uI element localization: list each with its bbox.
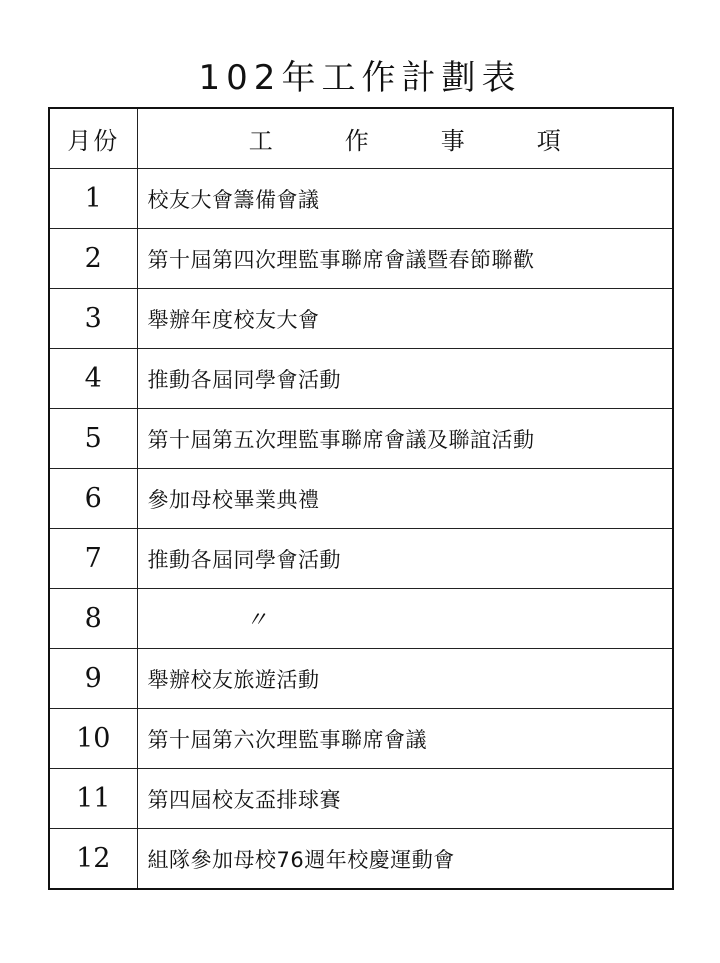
header-items-char: 事 (440, 127, 465, 155)
work-item-cell: 第十屆第四次理監事聯席會議暨春節聯歡 (137, 229, 673, 289)
month-cell: 11 (49, 769, 137, 829)
work-item-cell: 推動各屆同學會活動 (137, 349, 673, 409)
work-item-cell: 推動各屆同學會活動 (137, 529, 673, 589)
month-cell: 8 (49, 589, 137, 649)
page-title: 102年工作計劃表 (198, 58, 522, 98)
month-cell: 4 (49, 349, 137, 409)
month-cell: 12 (49, 829, 137, 890)
header-items-char: 作 (344, 127, 369, 155)
table-row (49, 349, 673, 409)
month-cell: 6 (49, 469, 137, 529)
work-plan-table (48, 107, 674, 890)
month-cell: 10 (49, 709, 137, 769)
month-cell: 9 (49, 649, 137, 709)
table-row (49, 829, 673, 890)
table-row (49, 649, 673, 709)
work-item-cell: 第十屆第六次理監事聯席會議 (137, 709, 673, 769)
work-item-cell: 第四屆校友盃排球賽 (137, 769, 673, 829)
table-row (49, 709, 673, 769)
month-cell: 3 (49, 289, 137, 349)
header-items-char: 工 (248, 127, 273, 155)
table-row (49, 409, 673, 469)
month-cell: 1 (49, 169, 137, 229)
header-items-char: 項 (536, 127, 561, 155)
table-row (49, 589, 673, 649)
work-item-cell: 舉辦年度校友大會 (137, 289, 673, 349)
table-row (49, 469, 673, 529)
work-item-cell: 參加母校畢業典禮 (137, 469, 673, 529)
work-item-cell: 舉辦校友旅遊活動 (137, 649, 673, 709)
month-cell: 2 (49, 229, 137, 289)
table-row (49, 229, 673, 289)
ditto-mark-cell: 〃 (137, 589, 673, 649)
work-item-cell: 校友大會籌備會議 (137, 169, 673, 229)
table-row (49, 529, 673, 589)
table-row (49, 289, 673, 349)
work-item-cell: 組隊參加母校76週年校慶運動會 (137, 829, 673, 890)
month-cell: 5 (49, 409, 137, 469)
table-header-row (49, 108, 673, 169)
header-month: 月份 (49, 108, 137, 169)
table-row (49, 169, 673, 229)
work-item-cell: 第十屆第五次理監事聯席會議及聯誼活動 (137, 409, 673, 469)
table-row (49, 769, 673, 829)
header-work-items (137, 108, 673, 169)
month-cell: 7 (49, 529, 137, 589)
